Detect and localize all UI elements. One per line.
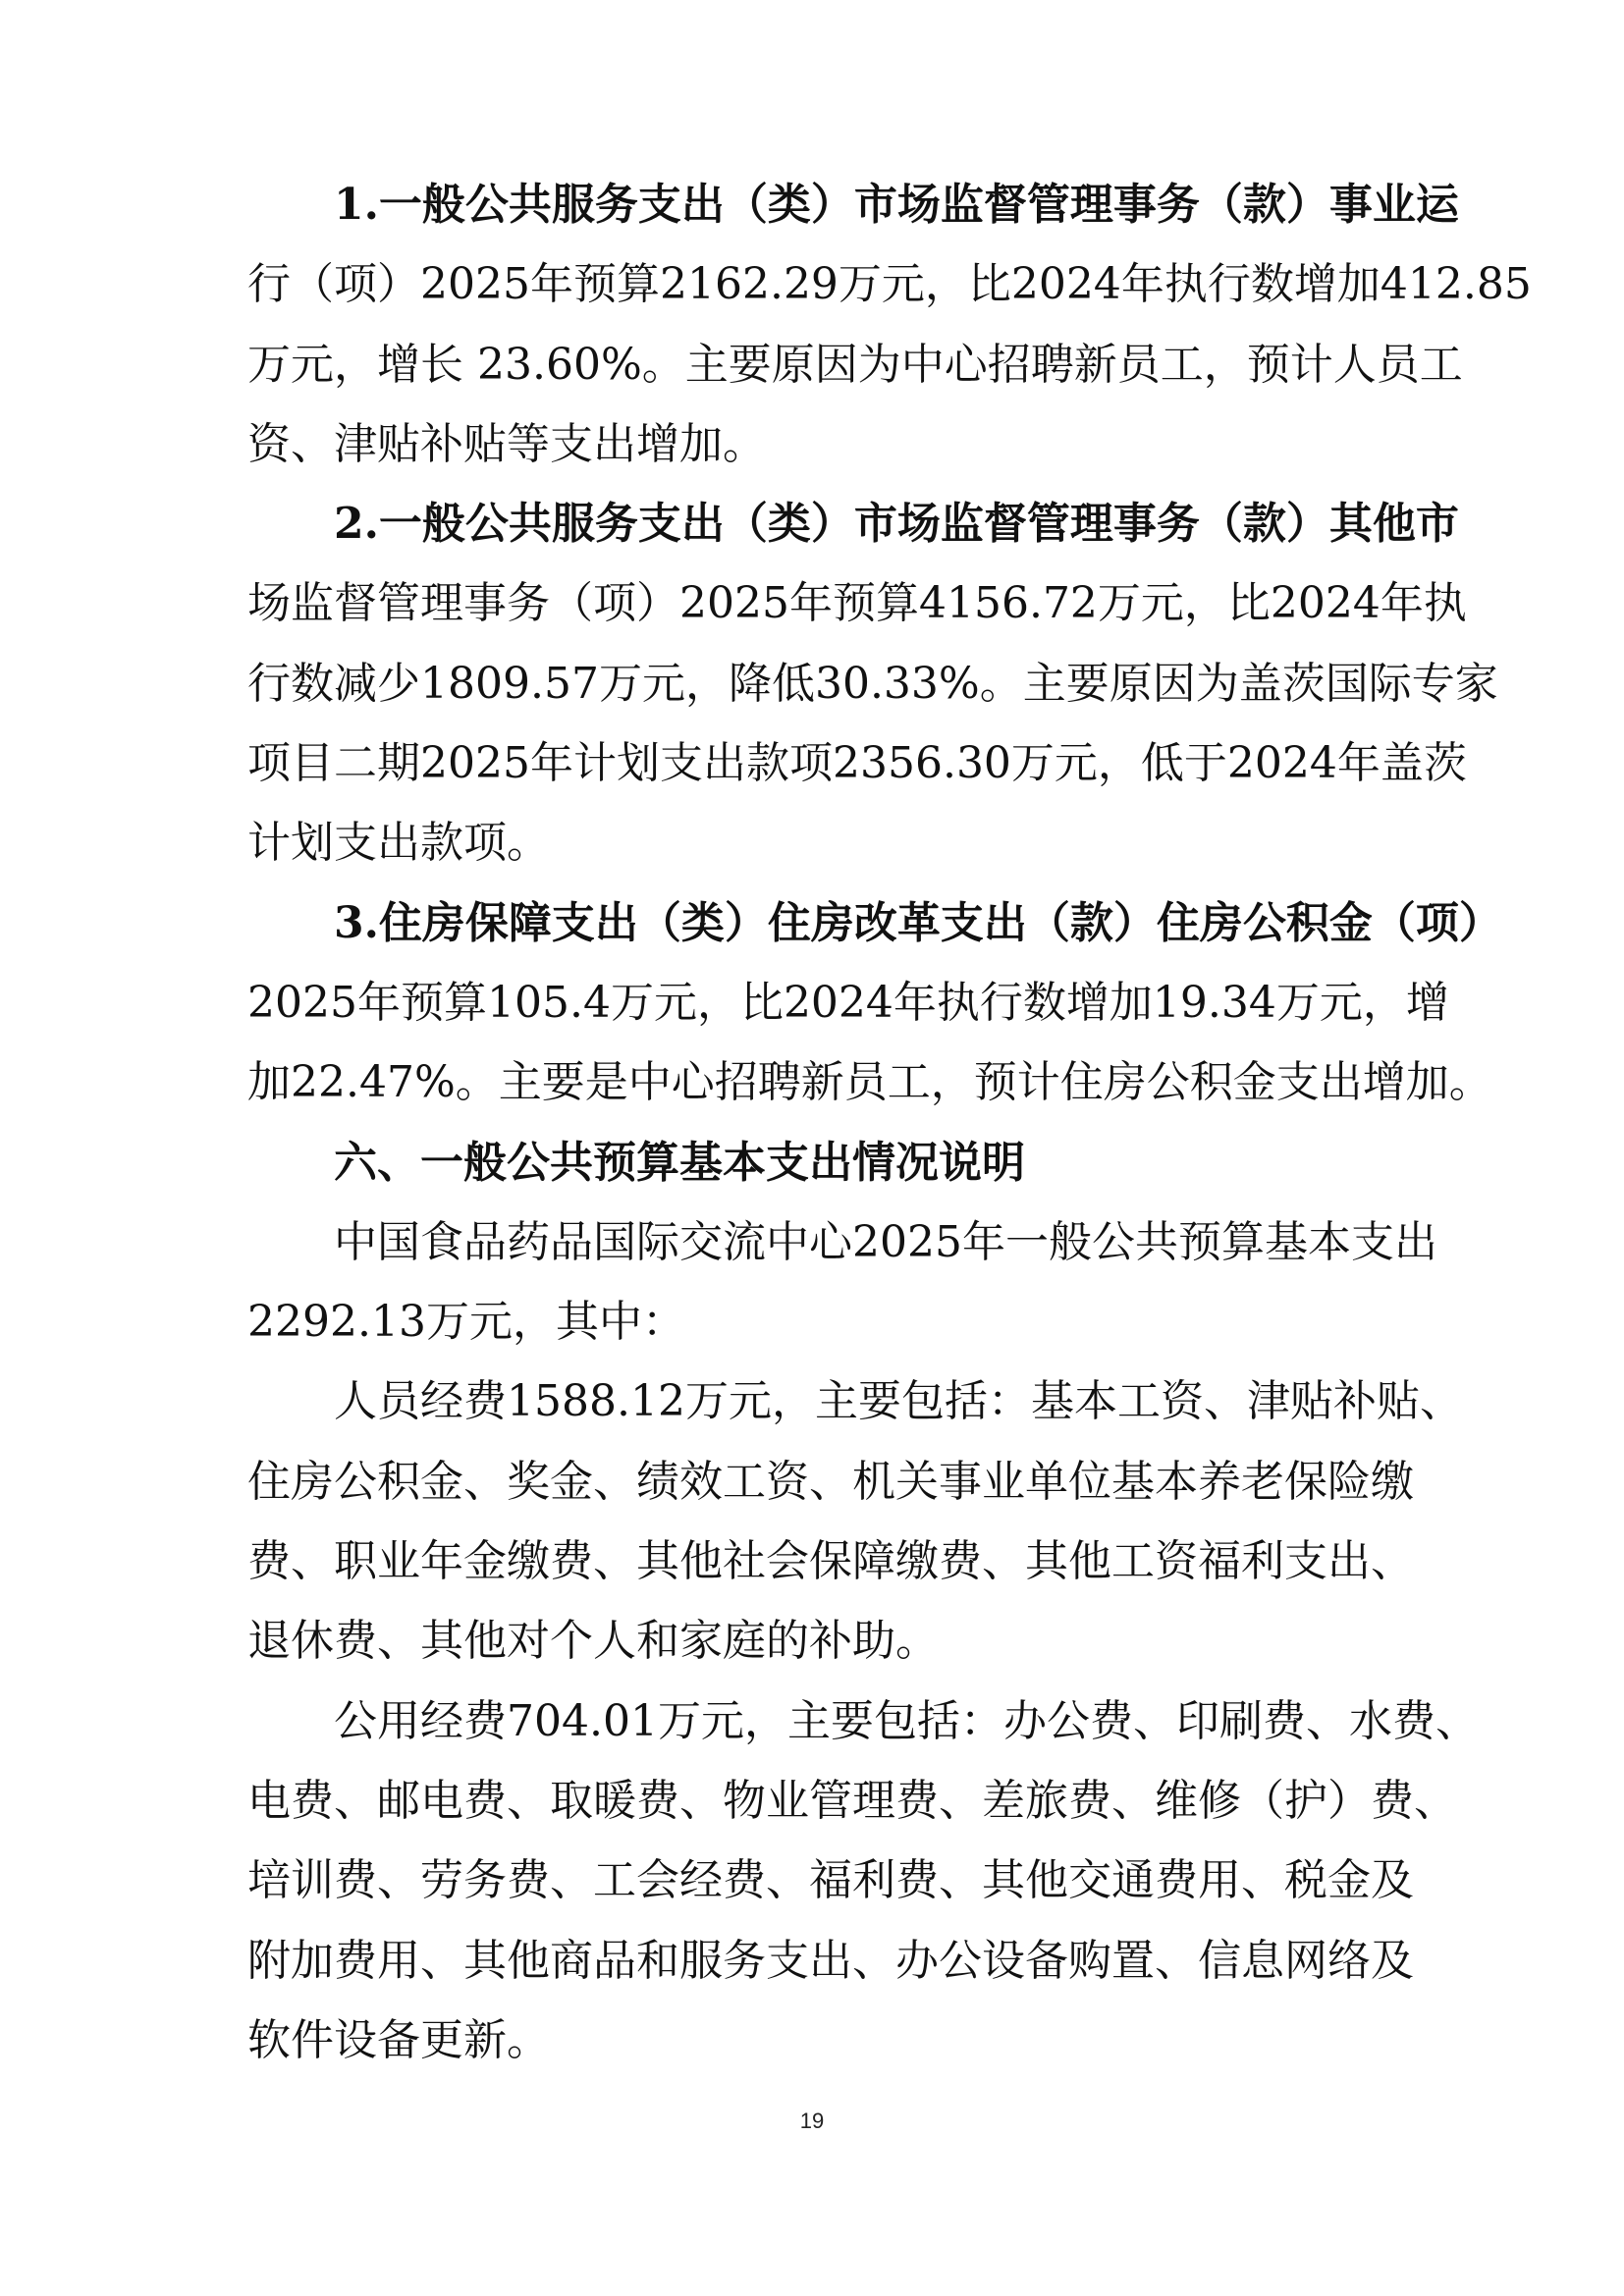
- text-line: 加22.47%。主要是中心招聘新员工，预计住房公积金支出增加。: [247, 1057, 1492, 1108]
- text-line: 软件设备更新。: [247, 2014, 550, 2065]
- text-line: 培训费、劳务费、工会经费、福利费、其他交通费用、税金及: [247, 1855, 1414, 1906]
- text-line: 万元，增长 23.60%。主要原因为中心招聘新员工，预计人员工: [247, 339, 1463, 390]
- paragraph-item-2-expense: [247, 484, 1498, 882]
- text-line: 费、职业年金缴费、其他社会保障缴费、其他工资福利支出、: [247, 1536, 1414, 1587]
- text-line: 电费、邮电费、取暖费、物业管理费、差旅费、维修（护）费、: [247, 1775, 1457, 1826]
- text-line: 2.一般公共服务支出（类）市场监督管理事务（款）其他市: [334, 499, 1459, 550]
- page-number: 19: [799, 2109, 825, 2133]
- section-heading-6: [247, 1123, 1386, 1202]
- paragraph-item-3-expense: [247, 883, 1502, 1123]
- text-line: 2025年预算105.4万元，比2024年执行数增加19.34万元，增: [247, 977, 1449, 1028]
- section-heading-text: 六、一般公共预算基本支出情况说明: [334, 1137, 1025, 1188]
- paragraph-basic-expense-total: [247, 1202, 1437, 1362]
- text-line: 1.一般公共服务支出（类）市场监督管理事务（款）事业运: [334, 180, 1459, 230]
- text-line: 行数减少1809.57万元，降低30.33%。主要原因为盖茨国际专家: [247, 658, 1498, 709]
- text-line: 人员经费1588.12万元，主要包括：基本工资、津贴补贴、: [334, 1376, 1463, 1427]
- paragraph-public-expense: [247, 1682, 1479, 2080]
- paragraph-item-1-expense: [247, 165, 1532, 484]
- text-line: 退休费、其他对个人和家庭的补助。: [247, 1616, 939, 1667]
- text-line: 行（项）2025年预算2162.29万元，比2024年执行数增加412.85: [247, 259, 1532, 310]
- text-line: 中国食品药品国际交流中心2025年一般公共预算基本支出: [334, 1216, 1437, 1267]
- text-line: 住房公积金、奖金、绩效工资、机关事业单位基本养老保险缴: [247, 1456, 1414, 1507]
- body-text: [247, 165, 1532, 2080]
- text-line: 3.住房保障支出（类）住房改革支出（款）住房公积金（项）: [334, 897, 1502, 948]
- paragraph-personnel-expense: [247, 1362, 1463, 1681]
- text-line: 项目二期2025年计划支出款项2356.30万元，低于2024年盖茨: [247, 738, 1467, 789]
- text-line: 附加费用、其他商品和服务支出、办公设备购置、信息网络及: [247, 1935, 1414, 1986]
- text-line: 计划支出款项。: [247, 818, 550, 869]
- text-line: 场监督管理事务（项）2025年预算4156.72万元，比2024年执: [247, 578, 1467, 629]
- text-line: 资、津贴补贴等支出增加。: [247, 418, 766, 469]
- text-line: 2292.13万元，其中：: [247, 1297, 685, 1348]
- text-line: 公用经费704.01万元，主要包括：办公费、印刷费、水费、: [334, 1695, 1479, 1746]
